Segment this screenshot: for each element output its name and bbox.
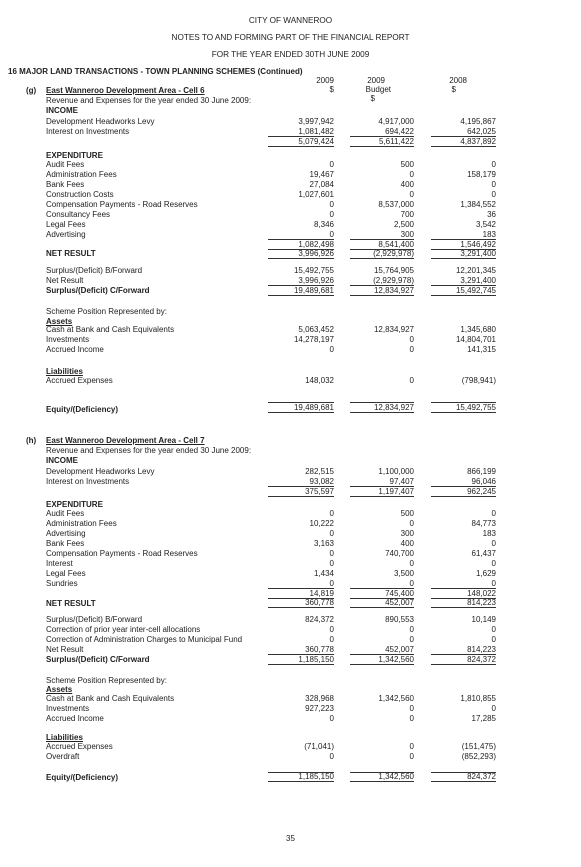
- row-label: Surplus/(Deficit) B/Forward: [46, 266, 143, 275]
- cell-value: 500: [400, 160, 414, 169]
- cell-value: 300: [400, 529, 414, 538]
- rule: [268, 607, 334, 608]
- cell-value: 0: [329, 714, 334, 723]
- cell-value: 3,542: [475, 220, 496, 229]
- row-label: Accrued Expenses: [46, 742, 113, 751]
- cell-value: 12,201,345: [455, 266, 496, 275]
- cell-value: 93,082: [309, 477, 334, 486]
- liabilities-head: Liabilities: [46, 367, 83, 376]
- row-label: Correction of prior year inter-cell allocations: [46, 625, 201, 634]
- section-g-exp-head: EXPENDITURE: [46, 151, 103, 160]
- total-value: 745,400: [385, 589, 414, 598]
- cell-value: 1,345,680: [460, 325, 496, 334]
- cell-value: 0: [329, 625, 334, 634]
- equity-value: 15,492,755: [455, 403, 496, 412]
- cell-value: 84,773: [471, 519, 496, 528]
- rule: [268, 146, 334, 147]
- cell-value: (852,293): [461, 752, 496, 761]
- cell-value: 97,407: [389, 477, 414, 486]
- cell-value: 0: [329, 559, 334, 568]
- cell-value: 0: [329, 635, 334, 644]
- equity-value: 19,489,681: [293, 403, 334, 412]
- rule: [350, 496, 414, 497]
- section-g-income-head: INCOME: [46, 106, 78, 115]
- cell-value: (798,941): [461, 376, 496, 385]
- row-label: Accrued Income: [46, 714, 104, 723]
- surplus-cf-value: 15,492,745: [455, 286, 496, 295]
- cell-value: 642,025: [467, 127, 496, 136]
- total-value: 1,197,407: [378, 487, 414, 496]
- page-number: 35: [286, 834, 295, 843]
- col3-unit: $: [451, 85, 456, 94]
- row-label: Consultancy Fees: [46, 210, 111, 219]
- position-head: Scheme Position Represented by:: [46, 676, 167, 685]
- cell-value: 27,084: [309, 180, 334, 189]
- cell-value: 148,032: [305, 376, 334, 385]
- row-label: Interest: [46, 559, 73, 568]
- cell-value: 0: [409, 742, 414, 751]
- cell-value: 0: [409, 635, 414, 644]
- surplus-cf-label: Surplus/(Deficit) C/Forward: [46, 286, 150, 295]
- report-period: FOR THE YEAR ENDED 30TH JUNE 2009: [211, 50, 370, 59]
- row-label: Cash at Bank and Cash Equivalents: [46, 325, 175, 334]
- cell-value: 282,515: [305, 467, 334, 476]
- cell-value: 0: [329, 529, 334, 538]
- row-label: Legal Fees: [46, 220, 86, 229]
- row-label: Development Headworks Levy: [46, 117, 155, 126]
- row-label: Advertising: [46, 529, 86, 538]
- cell-value: 0: [409, 376, 414, 385]
- row-label: Administration Fees: [46, 519, 117, 528]
- cell-value: 866,199: [467, 467, 496, 476]
- cell-value: 0: [409, 704, 414, 713]
- rule: [350, 412, 414, 413]
- surplus-cf-value: 824,372: [467, 655, 496, 664]
- col2-sub: Budget: [365, 85, 391, 94]
- cell-value: 158,179: [467, 170, 496, 179]
- cell-value: 0: [491, 160, 496, 169]
- rule: [350, 607, 414, 608]
- row-label: Compensation Payments - Road Reserves: [46, 549, 198, 558]
- cell-value: 14,278,197: [293, 335, 334, 344]
- cell-value: 10,222: [309, 519, 334, 528]
- net-result-value: 814,223: [467, 598, 496, 607]
- section-h-income-head: INCOME: [46, 456, 78, 465]
- net-result-value: 360,778: [305, 598, 334, 607]
- col2-year: 2009: [367, 76, 385, 85]
- cell-value: 1,434: [313, 569, 334, 578]
- rule: [268, 295, 334, 296]
- col2-unit: $: [370, 94, 375, 103]
- cell-value: 3,997,942: [298, 117, 334, 126]
- rule: [431, 664, 496, 665]
- equity-label: Equity/(Deficiency): [46, 405, 119, 414]
- cell-value: (71,041): [304, 742, 334, 751]
- col1-year: 2009: [316, 76, 334, 85]
- cell-value: 0: [409, 345, 414, 354]
- net-result-value: 452,007: [385, 598, 414, 607]
- cell-value: 1,384,552: [460, 200, 496, 209]
- row-label: Audit Fees: [46, 509, 85, 518]
- rule: [431, 607, 496, 608]
- cell-value: 328,968: [305, 694, 334, 703]
- surplus-cf-value: 12,834,927: [373, 286, 414, 295]
- total-value: 8,541,400: [378, 240, 414, 249]
- cell-value: 61,437: [471, 549, 496, 558]
- cell-value: 1,081,482: [298, 127, 334, 136]
- row-label: Overdraft: [46, 752, 80, 761]
- cell-value: 814,223: [467, 645, 496, 654]
- total-value: 5,611,422: [379, 137, 414, 146]
- cell-value: 96,046: [471, 477, 496, 486]
- total-value: 962,245: [467, 487, 496, 496]
- cell-value: 700: [400, 210, 414, 219]
- cell-value: 0: [329, 200, 334, 209]
- cell-value: 0: [491, 704, 496, 713]
- cell-value: 0: [409, 190, 414, 199]
- cell-value: 3,996,926: [298, 276, 334, 285]
- cell-value: 740,700: [385, 549, 414, 558]
- cell-value: 0: [409, 625, 414, 634]
- cell-value: 5,063,452: [298, 325, 334, 334]
- assets-head: Assets: [46, 685, 73, 694]
- surplus-cf-value: 19,489,681: [293, 286, 334, 295]
- cell-value: 17,285: [471, 714, 496, 723]
- cell-value: 0: [491, 509, 496, 518]
- assets-head: Assets: [46, 317, 73, 326]
- cell-value: 0: [491, 559, 496, 568]
- rule: [431, 781, 496, 782]
- report-title: NOTES TO AND FORMING PART OF THE FINANCIAL REPORT: [171, 33, 410, 42]
- cell-value: 1,342,560: [378, 694, 414, 703]
- cell-value: 400: [400, 539, 414, 548]
- rule: [268, 496, 334, 497]
- rule: [350, 295, 414, 296]
- cell-value: 694,422: [385, 127, 414, 136]
- section-h-marker: (h): [26, 436, 37, 445]
- rule: [350, 146, 414, 147]
- equity-value: 12,834,927: [373, 403, 414, 412]
- cell-value: 183: [482, 230, 496, 239]
- rule: [431, 295, 496, 296]
- cell-value: 1,027,601: [298, 190, 334, 199]
- cell-value: 824,372: [305, 615, 334, 624]
- liabilities-head: Liabilities: [46, 733, 83, 742]
- cell-value: (151,475): [461, 742, 496, 751]
- cell-value: 14,804,701: [455, 335, 496, 344]
- cell-value: 15,492,755: [293, 266, 334, 275]
- row-label: Accrued Income: [46, 345, 104, 354]
- rule: [350, 781, 414, 782]
- cell-value: 8,537,000: [378, 200, 414, 209]
- cell-value: 1,810,855: [460, 694, 496, 703]
- cell-value: 0: [491, 635, 496, 644]
- cell-value: 0: [409, 579, 414, 588]
- total-value: 14,819: [309, 589, 334, 598]
- row-label: Surplus/(Deficit) B/Forward: [46, 615, 143, 624]
- note-title: 16 MAJOR LAND TRANSACTIONS - TOWN PLANNING SCHEMES (Continued): [8, 67, 303, 76]
- row-label: Investments: [46, 335, 90, 344]
- cell-value: 0: [329, 210, 334, 219]
- row-label: Administration Fees: [46, 170, 117, 179]
- cell-value: 0: [409, 335, 414, 344]
- row-label: Investments: [46, 704, 90, 713]
- cell-value: 1,100,000: [378, 467, 414, 476]
- row-label: Development Headworks Levy: [46, 467, 155, 476]
- cell-value: 500: [400, 509, 414, 518]
- row-label: Cash at Bank and Cash Equivalents: [46, 694, 175, 703]
- row-label: Audit Fees: [46, 160, 85, 169]
- col3-year: 2008: [449, 76, 467, 85]
- cell-value: 10,149: [471, 615, 496, 624]
- cell-value: 0: [491, 190, 496, 199]
- col1-unit: $: [329, 85, 334, 94]
- cell-value: 4,917,000: [378, 117, 414, 126]
- net-result-label: NET RESULT: [46, 599, 96, 608]
- cell-value: 0: [491, 625, 496, 634]
- cell-value: 12,834,927: [373, 325, 414, 334]
- cell-value: 0: [491, 180, 496, 189]
- cell-value: 0: [329, 509, 334, 518]
- net-result-label: NET RESULT: [46, 249, 96, 258]
- section-h-subtitle: Revenue and Expenses for the year ended 30 June 2009:: [46, 446, 252, 455]
- cell-value: 8,346: [313, 220, 334, 229]
- cell-value: 0: [491, 579, 496, 588]
- total-value: 4,837,892: [460, 137, 496, 146]
- cell-value: 0: [329, 160, 334, 169]
- cell-value: (2,929,978): [373, 276, 414, 285]
- cell-value: 300: [400, 230, 414, 239]
- row-label: Legal Fees: [46, 569, 86, 578]
- section-g-marker: (g): [26, 86, 37, 95]
- cell-value: 0: [329, 752, 334, 761]
- cell-value: 0: [329, 579, 334, 588]
- section-g-subtitle: Revenue and Expenses for the year ended 30 June 2009:: [46, 96, 252, 105]
- row-label: Bank Fees: [46, 539, 85, 548]
- cell-value: 0: [409, 559, 414, 568]
- surplus-cf-value: 1,185,150: [298, 655, 334, 664]
- row-label: Advertising: [46, 230, 86, 239]
- cell-value: 3,500: [393, 569, 414, 578]
- rule: [268, 664, 334, 665]
- net-result-value: 3,996,926: [298, 249, 334, 258]
- row-label: Sundries: [46, 579, 78, 588]
- net-result-value: 3,291,400: [460, 249, 496, 258]
- row-label: Interest on Investments: [46, 477, 130, 486]
- cell-value: 360,778: [305, 645, 334, 654]
- row-label: Net Result: [46, 276, 84, 285]
- rule: [431, 412, 496, 413]
- total-value: 5,079,424: [298, 137, 334, 146]
- cell-value: 452,007: [385, 645, 414, 654]
- cell-value: 400: [400, 180, 414, 189]
- row-label: Compensation Payments - Road Reserves: [46, 200, 198, 209]
- cell-value: 0: [491, 539, 496, 548]
- total-value: 148,022: [467, 589, 496, 598]
- rule: [268, 412, 334, 413]
- cell-value: 2,500: [393, 220, 414, 229]
- cell-value: 0: [329, 345, 334, 354]
- cell-value: 3,291,400: [460, 276, 496, 285]
- rule: [268, 781, 334, 782]
- rule: [268, 258, 334, 259]
- position-head: Scheme Position Represented by:: [46, 307, 167, 316]
- cell-value: 1,629: [475, 569, 496, 578]
- cell-value: 19,467: [309, 170, 334, 179]
- rule: [431, 146, 496, 147]
- row-label: Interest on Investments: [46, 127, 130, 136]
- cell-value: 0: [329, 230, 334, 239]
- section-h-exp-head: EXPENDITURE: [46, 500, 103, 509]
- rule: [350, 664, 414, 665]
- total-value: 1,082,498: [298, 240, 334, 249]
- cell-value: 890,553: [385, 615, 414, 624]
- report-org-title: CITY OF WANNEROO: [248, 16, 333, 25]
- cell-value: 183: [482, 529, 496, 538]
- total-value: 1,546,492: [460, 240, 496, 249]
- cell-value: 0: [409, 519, 414, 528]
- rule: [431, 496, 496, 497]
- surplus-cf-value: 1,342,560: [378, 655, 414, 664]
- cell-value: 927,223: [305, 704, 334, 713]
- section-g-title: East Wanneroo Development Area - Cell 6: [46, 86, 205, 95]
- cell-value: 0: [409, 170, 414, 179]
- cell-value: 0: [409, 714, 414, 723]
- equity-value: 1,342,560: [378, 772, 414, 781]
- row-label: Accrued Expenses: [46, 376, 113, 385]
- row-label: Construction Costs: [46, 190, 114, 199]
- equity-label: Equity/(Deficiency): [46, 773, 119, 782]
- row-label: Bank Fees: [46, 180, 85, 189]
- row-label: Net Result: [46, 645, 84, 654]
- section-h-title: East Wanneroo Development Area - Cell 7: [46, 436, 205, 445]
- total-value: 375,597: [305, 487, 334, 496]
- rule: [350, 258, 414, 259]
- cell-value: 141,315: [467, 345, 496, 354]
- cell-value: 0: [329, 549, 334, 558]
- net-result-value: (2,929,978): [373, 249, 414, 258]
- cell-value: 36: [487, 210, 496, 219]
- surplus-cf-label: Surplus/(Deficit) C/Forward: [46, 655, 150, 664]
- row-label: Correction of Administration Charges to Municipal Fund: [46, 635, 243, 644]
- rule: [431, 258, 496, 259]
- cell-value: 4,195,867: [460, 117, 496, 126]
- cell-value: 15,764,905: [373, 266, 414, 275]
- equity-value: 824,372: [467, 772, 496, 781]
- cell-value: 3,163: [313, 539, 334, 548]
- cell-value: 0: [409, 752, 414, 761]
- equity-value: 1,185,150: [298, 772, 334, 781]
